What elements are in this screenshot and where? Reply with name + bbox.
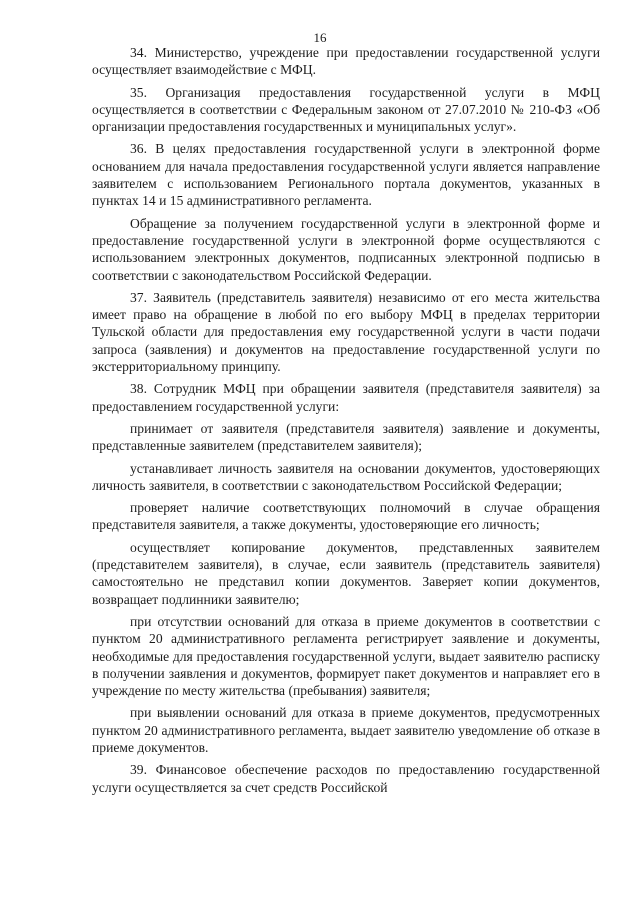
document-body [92, 44, 600, 801]
paragraph-36: 36. В целях предоставления государственной услуги в электронной форме основанием для начала предоставления государственной услуги является направление заявителем с использованием Регионального портала документов, указанных в пунктах 14 и 15 административного регламента. [92, 141, 600, 209]
paragraph-38-identity: устанавливает личность заявителя на основании документов, удостоверяющих личность заявителя, в соответствии с законодательством Российской Федерации; [92, 460, 600, 493]
paragraph-38-registration: при отсутствии оснований для отказа в приеме документов в соответствии с пунктом 20 административного регламента регистрирует заявление и документы, необходимые для предоставления государственной услуги, выдает заявителю расписку в получении заявления и документов, формирует пакет документов и направляет его в учреждение по месту жительства (пребывания) заявителя; [92, 613, 600, 699]
paragraph-37: 37. Заявитель (представитель заявителя) независимо от его места жительства имеет право на обращение в любой по его выбору МФЦ в пределах территории Тульской области для предоставления ему государственной услуги в части подачи запроса (заявления) и документов на предоставление государственной услуги по экстерриториальному принципу. [92, 289, 600, 375]
paragraph-38-authority: проверяет наличие соответствующих полномочий в случае обращения представителя заявителя, а также документы, удостоверяющие его личность; [92, 500, 600, 533]
paragraph-38-copying: осуществляет копирование документов, представленных заявителем (представителем заявителя), в случае, если заявитель (представитель заявителя) самостоятельно не представил копии документов. Заверяет копии документов, возвращает подлинники заявителю; [92, 539, 600, 607]
paragraph-36-electronic-docs: Обращение за получением государственной услуги в электронной форме и предоставление государственной услуги в электронной форме осуществляются с использованием электронных документов, подписанных электронной подписью в соответствии с законодательством Российской Федерации. [92, 215, 600, 283]
paragraph-38-refusal: при выявлении оснований для отказа в приеме документов, предусмотренных пунктом 20 административного регламента, выдает заявителю уведомление об отказе в приеме документов. [92, 705, 600, 755]
paragraph-38: 38. Сотрудник МФЦ при обращении заявителя (представителя заявителя) за предоставлением государственной услуги: [92, 381, 600, 414]
paragraph-34: 34. Министерство, учреждение при предоставлении государственной услуги осуществляет взаимодействие с МФЦ. [92, 45, 600, 78]
paragraph-38-accepts: принимает от заявителя (представителя заявителя) заявление и документы, представленные заявителем (представителем заявителя); [92, 420, 600, 454]
page-number: 16 [313, 30, 327, 45]
paragraph-35: 35. Организация предоставления государственной услуги в МФЦ осуществляется в соответствии с Федеральным законом от 27.07.2010 № 210-ФЗ «Об организации предоставления государственных и муниципальных услуг». [92, 84, 600, 135]
paragraph-39: 39. Финансовое обеспечение расходов по предоставлению государственной услуги осуществляется за счет средств Российской [92, 762, 600, 795]
